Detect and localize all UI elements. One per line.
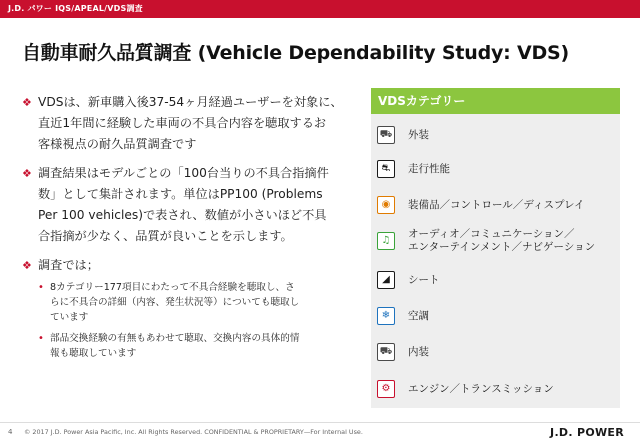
bullet-line: 直近1年間に経験した車両の不具合内容を聴取するお <box>38 116 327 130</box>
vds-item-interior <box>371 343 620 361</box>
vds-item-label-line1: オーディオ／コミュニケーション／ <box>408 228 575 240</box>
vds-item-driving <box>371 160 620 178</box>
vds-item-features-controls-displays <box>371 196 620 214</box>
bullet-diamond-icon: ❖ <box>22 167 32 180</box>
sub-bullet-categories <box>38 280 362 325</box>
vds-item-engine-transmission <box>371 380 620 398</box>
vds-category-heading: VDSカテゴリー <box>371 88 620 114</box>
page-title: 自動車耐久品質調査 (Vehicle Dependability Study: VDS) <box>22 42 570 64</box>
vds-item-label: 内装 <box>408 345 429 358</box>
sub-bullet-dot: • <box>38 333 44 344</box>
vds-item-label: 走行性能 <box>408 162 450 175</box>
bullet-line: 客様視点の耐久品質調査です <box>38 137 197 151</box>
sub-bullet-line: らに不具合の詳細（内容、発生状況等）についても聴取し <box>50 297 300 308</box>
sub-bullet-line: 8カテゴリー177項目にわたって不具合経験を聴取し、さ <box>50 282 295 293</box>
vds-category-panel <box>371 88 620 408</box>
audio-icon: ♫ <box>377 232 395 250</box>
vds-item-label-line2: エンターテインメント／ナビゲーション <box>408 241 596 253</box>
vds-item-exterior <box>371 126 620 144</box>
snowflake-icon: ❄ <box>377 307 395 325</box>
dashboard-icon: ◉ <box>377 196 395 214</box>
bullet-diamond-icon: ❖ <box>22 259 32 272</box>
bullet-results-description <box>22 163 362 247</box>
vds-item-label: 装備品／コントロール／ディスプレイ <box>408 198 585 211</box>
vds-item-hvac <box>371 307 620 325</box>
copyright-text: © 2017 J.D. Power Asia Pacific, Inc. All Rights Reserved. CONFIDENTIAL & PROPRIETARY—For Internal Use. <box>24 428 363 436</box>
bullet-line: VDSは、新車購入後37-54ヶ月経過ユーザーを対象に、 <box>38 95 343 109</box>
bullet-line: Per 100 vehicles)で表され、数値が小さいほど不具 <box>38 208 327 222</box>
bullet-line: 調査結果はモデルごとの「100台当りの不具合指摘件 <box>38 166 329 180</box>
bullet-survey-intro <box>22 255 362 276</box>
footer-divider <box>0 422 640 423</box>
sub-bullet-line: 報も聴取しています <box>50 348 137 359</box>
vds-item-label <box>408 228 595 254</box>
bullet-line: 合指摘が少なく、品質が良いことを示します。 <box>38 229 293 243</box>
bullet-diamond-icon: ❖ <box>22 96 32 109</box>
sub-bullet-line: ています <box>50 312 89 323</box>
vds-item-label: エンジン／トランスミッション <box>408 382 554 395</box>
vds-item-seats <box>371 271 620 289</box>
vds-item-label: シート <box>408 273 440 286</box>
engine-icon: ⚙ <box>377 380 395 398</box>
sub-bullet-parts <box>38 331 362 361</box>
bullet-line: 調査では； <box>38 258 99 272</box>
vds-item-label: 空調 <box>408 309 429 322</box>
bullet-line: 数」として集計されます。単位はPP100 (Problems <box>38 187 323 201</box>
jd-power-logo: J.D. POWER <box>550 426 624 439</box>
page-number: 4 <box>8 428 13 436</box>
bullet-list <box>22 92 362 367</box>
sub-bullet-dot: • <box>38 282 44 293</box>
vds-item-audio-communication <box>371 228 620 254</box>
driving-performance-icon: ⛐ <box>377 160 395 178</box>
vds-item-label: 外装 <box>408 128 429 141</box>
top-bar-text: J.D. パワー IQS/APEAL/VDS調査 <box>8 4 143 13</box>
car-interior-icon: ⛟ <box>377 343 395 361</box>
sub-bullet-line: 部品交換経験の有無もあわせて聴取、交換内容の具体的情 <box>50 333 300 344</box>
seat-icon: ◢ <box>377 271 395 289</box>
car-exterior-icon: ⛟ <box>377 126 395 144</box>
bullet-vds-description <box>22 92 362 155</box>
top-bar <box>0 0 640 18</box>
